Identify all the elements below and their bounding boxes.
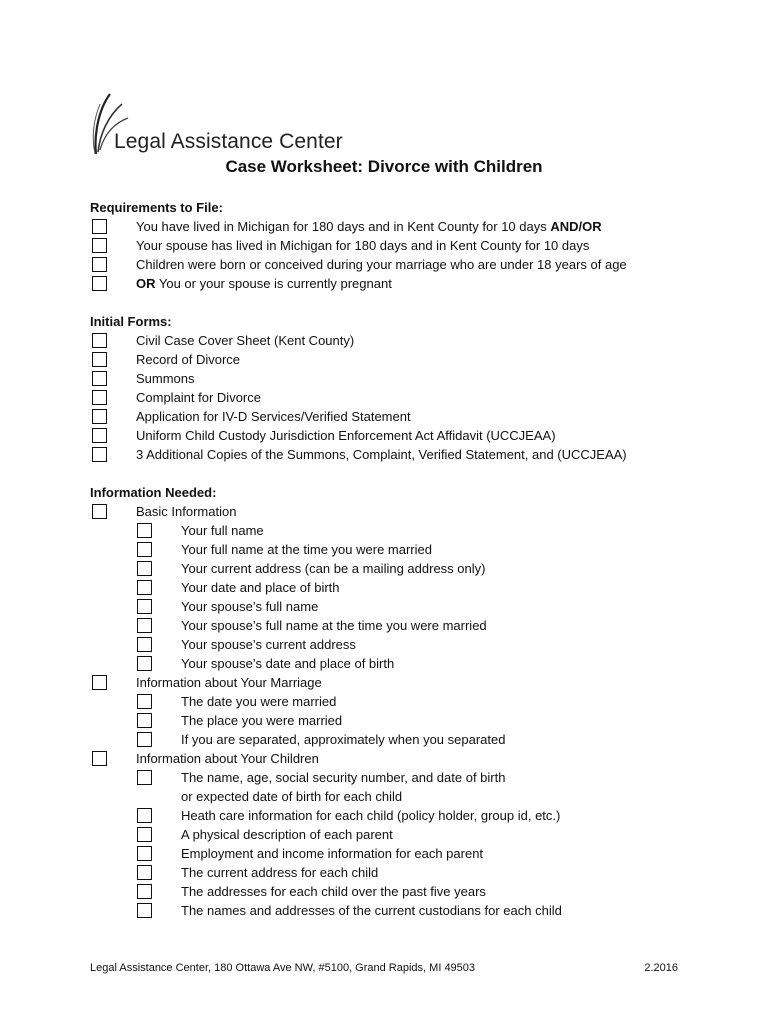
- info-item: Heath care information for each child (policy holder, group id, etc.): [90, 806, 730, 825]
- item-checkbox[interactable]: [137, 770, 152, 785]
- group-checkbox[interactable]: [92, 504, 107, 519]
- form-item: Application for IV-D Services/Verified Statement: [90, 407, 730, 426]
- form-checkbox[interactable]: [92, 447, 107, 462]
- item-checkbox[interactable]: [137, 827, 152, 842]
- item-checkbox[interactable]: [137, 580, 152, 595]
- form-item: Complaint for Divorce: [90, 388, 730, 407]
- info-item-continuation: or expected date of birth for each child: [181, 789, 403, 804]
- worksheet-content: [90, 198, 730, 920]
- logo-text: Legal Assistance Center: [114, 130, 343, 153]
- item-checkbox[interactable]: [137, 561, 152, 576]
- item-checkbox[interactable]: [137, 713, 152, 728]
- info-item: If you are separated, approximately when you separated: [90, 730, 730, 749]
- info-item: The names and addresses of the current custodians for each child: [90, 901, 730, 920]
- item-checkbox[interactable]: [137, 884, 152, 899]
- logo: [90, 92, 350, 156]
- info-item: The current address for each child: [90, 863, 730, 882]
- requirement-checkbox[interactable]: [92, 276, 107, 291]
- form-item: Civil Case Cover Sheet (Kent County): [90, 331, 730, 350]
- information-needed-heading: Information Needed:: [90, 485, 217, 500]
- group-checkbox[interactable]: [92, 751, 107, 766]
- requirement-item: Children were born or conceived during your marriage who are under 18 years of age: [90, 255, 730, 274]
- info-item: Your spouse’s date and place of birth: [90, 654, 730, 673]
- info-item: The addresses for each child over the past five years: [90, 882, 730, 901]
- info-item: The name, age, social security number, and date of birth: [90, 768, 730, 787]
- item-checkbox[interactable]: [137, 694, 152, 709]
- item-checkbox[interactable]: [137, 656, 152, 671]
- info-item: Your current address (can be a mailing address only): [90, 559, 730, 578]
- item-checkbox[interactable]: [137, 523, 152, 538]
- requirement-checkbox[interactable]: [92, 257, 107, 272]
- item-checkbox[interactable]: [137, 542, 152, 557]
- requirement-checkbox[interactable]: [92, 219, 107, 234]
- item-checkbox[interactable]: [137, 637, 152, 652]
- info-item: Your full name: [90, 521, 730, 540]
- form-item: Summons: [90, 369, 730, 388]
- form-checkbox[interactable]: [92, 352, 107, 367]
- group-checkbox[interactable]: [92, 675, 107, 690]
- item-checkbox[interactable]: [137, 618, 152, 633]
- form-checkbox[interactable]: [92, 409, 107, 424]
- page-title: Case Worksheet: Divorce with Children: [225, 157, 543, 176]
- requirement-item: OR You or your spouse is currently pregnant: [90, 274, 730, 293]
- form-checkbox[interactable]: [92, 390, 107, 405]
- info-group-basic: Basic Information: [90, 502, 730, 521]
- item-checkbox[interactable]: [137, 865, 152, 880]
- requirement-checkbox[interactable]: [92, 238, 107, 253]
- requirement-item: You have lived in Michigan for 180 days and in Kent County for 10 days AND/OR: [90, 217, 730, 236]
- form-item: Record of Divorce: [90, 350, 730, 369]
- info-item: The date you were married: [90, 692, 730, 711]
- info-item: Your spouse’s full name: [90, 597, 730, 616]
- info-item: A physical description of each parent: [90, 825, 730, 844]
- info-item: Your spouse’s current address: [90, 635, 730, 654]
- info-group-marriage: Information about Your Marriage: [90, 673, 730, 692]
- info-group-children: Information about Your Children: [90, 749, 730, 768]
- item-checkbox[interactable]: [137, 846, 152, 861]
- form-item: Uniform Child Custody Jurisdiction Enforcement Act Affidavit (UCCJEAA): [90, 426, 730, 445]
- info-item: The place you were married: [90, 711, 730, 730]
- info-item: Your full name at the time you were married: [90, 540, 730, 559]
- item-checkbox[interactable]: [137, 599, 152, 614]
- form-checkbox[interactable]: [92, 333, 107, 348]
- footer-address: Legal Assistance Center, 180 Ottawa Ave NW, #5100, Grand Rapids, MI 49503: [90, 962, 476, 974]
- form-item: 3 Additional Copies of the Summons, Complaint, Verified Statement, and (UCCJEAA): [90, 445, 730, 464]
- footer-version: 2.2016: [644, 962, 678, 974]
- item-checkbox[interactable]: [137, 903, 152, 918]
- item-checkbox[interactable]: [137, 808, 152, 823]
- initial-forms-heading: Initial Forms:: [90, 314, 172, 329]
- form-checkbox[interactable]: [92, 371, 107, 386]
- info-item: Your date and place of birth: [90, 578, 730, 597]
- info-item: Your spouse’s full name at the time you were married: [90, 616, 730, 635]
- form-checkbox[interactable]: [92, 428, 107, 443]
- requirement-item: Your spouse has lived in Michigan for 180 days and in Kent County for 10 days: [90, 236, 730, 255]
- footer: [90, 962, 678, 974]
- info-item: Employment and income information for each parent: [90, 844, 730, 863]
- requirements-heading: Requirements to File:: [90, 200, 223, 215]
- item-checkbox[interactable]: [137, 732, 152, 747]
